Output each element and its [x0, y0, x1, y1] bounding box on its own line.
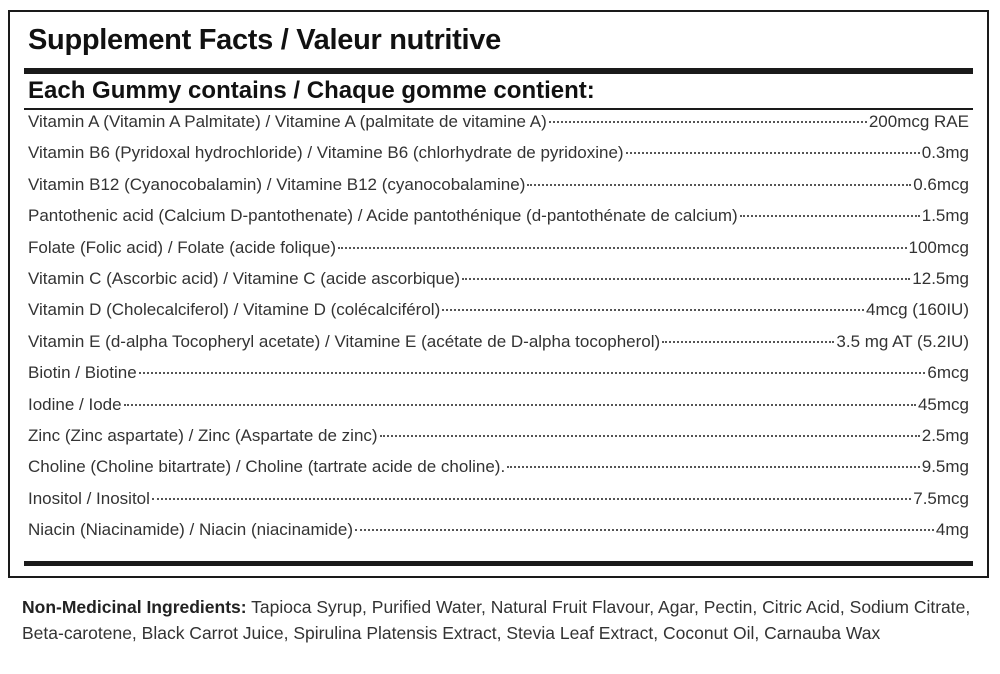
nutrient-row — [28, 426, 969, 457]
nutrient-name: Zinc (Zinc aspartate) / Zinc (Aspartate de zinc) — [28, 425, 378, 445]
nutrient-amount: 7.5mcg — [913, 488, 969, 508]
nutrient-name: Vitamin E (d-alpha Tocopheryl acetate) / Vitamine E (acétate de D-alpha tocopherol) — [28, 331, 661, 351]
heading-divider — [24, 108, 973, 110]
nutrient-row — [28, 395, 969, 426]
nutrient-name: Vitamin A (Vitamin A Palmitate) / Vitamine A (palmitate de vitamine A) — [28, 112, 547, 131]
bottom-divider — [24, 561, 973, 566]
nutrient-name: Inositol / Inositol — [28, 488, 150, 508]
nutrient-amount: 6mcg — [927, 363, 969, 383]
dot-leader — [662, 341, 834, 343]
dot-leader — [152, 498, 911, 500]
nutrient-row — [28, 363, 969, 394]
nutrient-amount: 200mcg RAE — [868, 112, 969, 131]
nutrient-row — [28, 238, 969, 269]
nutrient-amount: 4mg — [935, 520, 969, 540]
dot-leader — [549, 121, 867, 123]
nutrient-amount: 3.5 mg AT (5.2IU) — [836, 331, 969, 351]
dot-leader — [355, 529, 934, 531]
nutrient-amount: 2.5mg — [921, 425, 969, 445]
panel-title: Supplement Facts / Valeur nutritive — [28, 24, 501, 56]
nutrient-row — [28, 300, 969, 331]
nutrient-row — [28, 143, 969, 174]
ingredients-text: Tapioca Syrup, Purified Water, Natural Fruit Flavour, Agar, Pectin, Citric Acid, Sodium Citrate, Beta-carotene, Black Carrot Juice, Spirulina Platensis Extract, Stevia Leaf Extract, Coconut Oil, Carnauba Wax — [22, 597, 971, 643]
nutrient-row — [28, 269, 969, 300]
ingredients-label: Non-Medicinal Ingredients: — [22, 597, 247, 617]
nutrient-amount: 12.5mg — [912, 268, 969, 288]
dot-leader — [338, 247, 906, 249]
dot-leader — [124, 404, 916, 406]
dot-leader — [626, 152, 920, 154]
title-divider — [24, 68, 973, 74]
nutrient-amount: 1.5mg — [921, 206, 969, 226]
nutrient-row — [28, 332, 969, 363]
dot-leader — [442, 309, 864, 311]
nutrient-name: Folate (Folic acid) / Folate (acide folique) — [28, 237, 337, 257]
nutrient-name: Iodine / Iode — [28, 394, 122, 414]
serving-heading: Each Gummy contains / Chaque gomme contient: — [28, 77, 595, 104]
nutrient-amount: 0.6mcg — [913, 174, 969, 194]
dot-leader — [527, 184, 911, 186]
nutrient-row — [28, 520, 969, 551]
nutrient-name: Choline (Choline bitartrate) / Choline (tartrate acide de choline). — [28, 457, 506, 477]
dot-leader — [139, 372, 926, 374]
nutrient-name: Vitamin C (Ascorbic acid) / Vitamine C (acide ascorbique) — [28, 268, 461, 288]
nutrient-amount: 4mcg (160IU) — [866, 300, 969, 320]
nutrient-name: Vitamin D (Cholecalciferol) / Vitamine D (colécalciférol) — [28, 300, 441, 320]
nutrient-amount: 45mcg — [917, 394, 969, 414]
nutrient-name: Pantothenic acid (Calcium D-pantothenate) / Acide pantothénique (d-pantothénate de calcium) — [28, 206, 738, 226]
dot-leader — [462, 278, 910, 280]
non-medicinal-ingredients — [22, 594, 972, 646]
nutrient-amount: 9.5mg — [921, 457, 969, 477]
nutrient-row — [28, 206, 969, 237]
dot-leader — [740, 215, 920, 217]
nutrient-amount: 100mcg — [908, 237, 969, 257]
nutrient-row — [28, 112, 969, 143]
nutrient-list — [28, 112, 969, 551]
supplement-facts-panel — [8, 10, 989, 578]
nutrient-amount: 0.3mg — [921, 143, 969, 163]
nutrient-name: Niacin (Niacinamide) / Niacin (niacinamide) — [28, 520, 354, 540]
dot-leader — [380, 435, 920, 437]
nutrient-row — [28, 175, 969, 206]
nutrient-name: Biotin / Biotine — [28, 363, 137, 383]
nutrient-row — [28, 457, 969, 488]
nutrient-name: Vitamin B12 (Cyanocobalamin) / Vitamine B12 (cyanocobalamine) — [28, 174, 526, 194]
nutrient-row — [28, 489, 969, 520]
nutrient-name: Vitamin B6 (Pyridoxal hydrochloride) / Vitamine B6 (chlorhydrate de pyridoxine) — [28, 143, 624, 163]
dot-leader — [507, 466, 920, 468]
